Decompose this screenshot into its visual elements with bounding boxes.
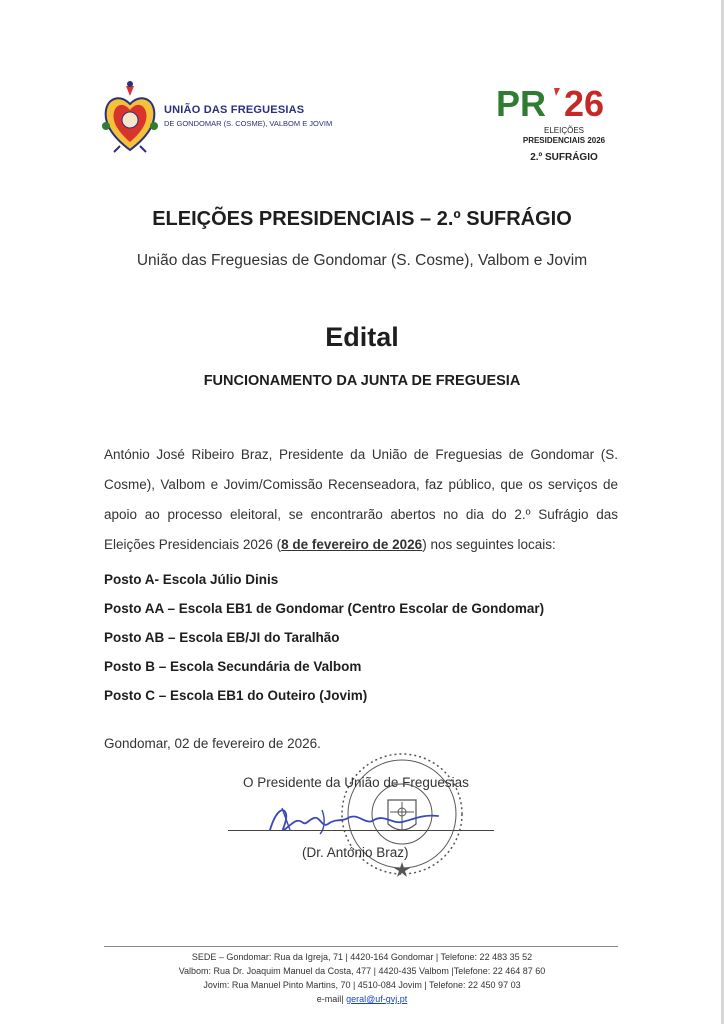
paragraph-text-after: ) nos seguintes locais: [422, 537, 556, 552]
signature-line [228, 830, 494, 831]
announcement-paragraph [104, 440, 618, 560]
elections-caption-line2: PRESIDENCIAIS 2026 [522, 136, 606, 145]
pr26-logo [494, 82, 634, 122]
elections-logo-block [494, 82, 634, 163]
list-item: Posto AB – Escola EB/JI do Taralhão [104, 630, 340, 645]
election-date: 8 de fevereiro de 2026 [281, 537, 423, 552]
organization-header [164, 104, 332, 128]
elections-round: 2.º SUFRÁGIO [530, 152, 598, 163]
footer-address-valbom: Valbom: Rua Dr. Joaquim Manuel da Costa, 477 | 4420-435 Valbom |Telefone: 22 464 87 60 [178, 966, 546, 976]
footer-divider [104, 946, 618, 947]
elections-caption-line1: ELEIÇÕES [543, 126, 584, 135]
list-item: Posto A- Escola Júlio Dinis [104, 572, 279, 587]
section-heading: FUNCIONAMENTO DA JUNTA DE FREGUESIA [203, 373, 521, 389]
pr-logo-text: PR [496, 83, 547, 122]
edital-heading: Edital [325, 322, 399, 352]
signature-icon [262, 800, 452, 840]
email-link[interactable]: geral@uf-gvj.pt [346, 994, 408, 1004]
elections-caption [494, 126, 634, 146]
pr-logo-number: 26 [564, 83, 605, 122]
paragraph-text-before: António José Ribeiro Braz, Presidente da União de Freguesias de Gondomar (S. Cosme), Valbom e Jovim/Comissão Recenseadora, faz público, que os serviços de apoio ao processo eleitoral, se encontrarão abertos no dia do 2.º Sufrágio das Eleições Presidenciais 2026 ( [104, 447, 618, 552]
document-title: ELEIÇÕES PRESIDENCIAIS – 2.º SUFRÁGIO [152, 208, 572, 230]
list-item: Posto C – Escola EB1 do Outeiro (Jovim) [104, 688, 368, 703]
president-name: (Dr. António Braz) [302, 845, 409, 860]
document-subtitle: União das Freguesias de Gondomar (S. Cosme), Valbom e Jovim [136, 252, 588, 269]
footer-address-jovim: Jovim: Rua Manuel Pinto Martins, 70 | 4510-084 Jovim | Telefone: 22 450 97 03 [203, 980, 521, 990]
list-item: Posto B – Escola Secundária de Valbom [104, 659, 362, 674]
president-title: O Presidente da União de Freguesias [243, 775, 469, 790]
email-label: e-mail| [316, 994, 344, 1004]
organization-name: UNIÃO DAS FREGUESIAS [164, 104, 305, 116]
place-date: Gondomar, 02 de fevereiro de 2026. [104, 736, 321, 751]
logo-accent-icon [554, 88, 560, 96]
footer-address-sede: SEDE – Gondomar: Rua da Igreja, 71 | 4420-164 Gondomar | Telefone: 22 483 35 52 [191, 952, 533, 962]
footer-email-row [0, 992, 724, 1006]
organization-subtitle: DE GONDOMAR (S. COSME), VALBOM E JOVIM [164, 119, 333, 128]
footer [0, 950, 724, 1006]
list-item: Posto AA – Escola EB1 de Gondomar (Centro Escolar de Gondomar) [104, 601, 545, 616]
polling-locations-list [104, 565, 544, 710]
parish-emblem-icon [100, 80, 160, 156]
